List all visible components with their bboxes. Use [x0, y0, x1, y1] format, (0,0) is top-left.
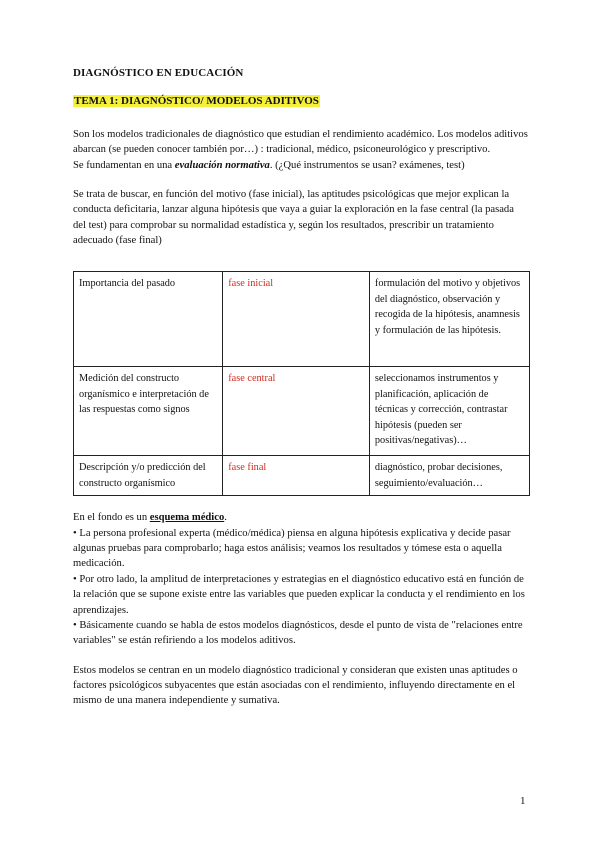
table-row	[74, 272, 530, 367]
medical-scheme-pre: En el fondo es un	[73, 512, 150, 524]
page-number: 1	[520, 795, 526, 807]
intro-line-2-emphasis: evaluación normativa	[174, 159, 270, 171]
intro-line-1: Son los modelos tradicionales de diagnóstico que estudian el rendimiento académico. Los modelos aditivos abarcan (se pueden conocer también por…) : tradicional, médico, psiconeurológico y prescriptivo.	[73, 128, 528, 156]
document-title: DIAGNÓSTICO EN EDUCACIÓN	[73, 67, 244, 79]
intro-line-2	[73, 158, 529, 173]
table-cell-description: formulación del motivo y objetivos del diagnóstico, observación y recogida de la hipótesis, anamnesis y formulación de las hipótesis.	[369, 272, 529, 367]
medical-scheme-intro	[73, 510, 529, 525]
section-heading	[73, 94, 529, 110]
phases-table	[73, 271, 530, 496]
closing-paragraph: Estos modelos se centran en un modelo diagnóstico tradicional y consideran que existen unas aptitudes o factores psicológicos subyacentes que están asociadas con el rendimiento, influyendo directamente en el mismo de una manera independiente y sumativa.	[73, 664, 518, 707]
medical-scheme-emphasis: esquema médico	[149, 512, 225, 524]
table-cell-phase: fase final	[223, 456, 370, 496]
bullet-item: • Básicamente cuando se habla de estos modelos diagnósticos, desde el punto de vista de "relaciones entre variables" se están refiriendo a los modelos aditivos.	[73, 619, 523, 647]
highlighted-heading-text: TEMA 1: DIAGNÓSTICO/ MODELOS ADITIVOS	[74, 94, 319, 107]
table-cell-phase: fase central	[223, 367, 370, 456]
medical-scheme-section	[73, 510, 529, 648]
table-cell-description: seleccionamos instrumentos y planificación, aplicación de técnicas y corrección, contrastar hipótesis (pueden ser positivas/negativas)…	[369, 367, 529, 456]
table-cell-phase: fase inicial	[223, 272, 370, 367]
intro-paragraph	[73, 127, 529, 173]
bullet-item: • La persona profesional experta (médico/médica) piensa en alguna hipótesis explicativa y decide pasar algunas pruebas para comprobarlo; haga estos análisis; veamos los resultados y tómese esta o aquella medicación.	[73, 527, 511, 570]
table-cell-aspect: Descripción y/o predicción del constructo organísmico	[74, 456, 223, 496]
table-row	[74, 367, 530, 456]
process-paragraph: Se trata de buscar, en función del motivo (fase inicial), las aptitudes psicológicas que mejor explican la conducta deficitaria, lanzar alguna hipótesis que vaya a guiar la exploración en la fase central (la pasada del test) para comprobar su normalidad estadística y, según los resultados, prescribir un tratamiento adecuado (fase final)	[73, 188, 514, 247]
document-page	[73, 66, 529, 709]
intro-line-2-pre: Se fundamentan en una	[73, 159, 175, 171]
table-row	[74, 456, 530, 496]
medical-scheme-post: .	[224, 512, 227, 524]
table-cell-description: diagnóstico, probar decisiones, seguimiento/evaluación…	[369, 456, 529, 496]
table-cell-aspect: Importancia del pasado	[74, 272, 223, 367]
table-cell-aspect: Medición del constructo organísmico e interpretación de las respuestas como signos	[74, 367, 223, 456]
intro-line-2-post: . (¿Qué instrumentos se usan? exámenes, test)	[269, 159, 465, 171]
bullet-item: • Por otro lado, la amplitud de interpretaciones y estrategias en el diagnóstico educativo está en función de la relación que se supone existe entre las variables que pueden explicar la conducta y el rendimiento en los aprendizajes.	[73, 573, 525, 616]
